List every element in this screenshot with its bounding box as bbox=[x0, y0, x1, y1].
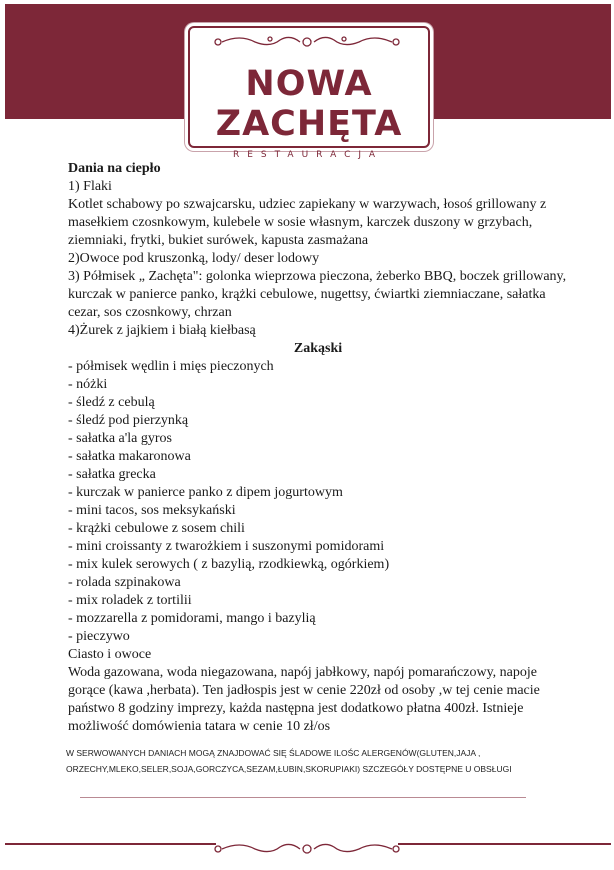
hot-item-3: 3) Półmisek „ Zachęta": golonka wieprzowa pieczona, żeberko BBQ, boczek grillowany, kurczak w panierce panko, krążki cebulowe, nugettsy, ćwiartki ziemniaczane, sałatka cezar, sos czosnkowy, chrzan bbox=[68, 269, 567, 320]
snacks-heading: Zakąski bbox=[293, 341, 343, 356]
cake-and-fruit: Ciasto i owoce bbox=[68, 647, 152, 662]
hot-item-main: Kotlet schabowy po szwajcarsku, udziec zapiekany w warzywach, łosoś grillowany z masełkiem czosnkowym, kulebele w sosie własnym, karczek duszony w grzybach, ziemniaki, frytki, bukiet surówek, kapusta zasmażana bbox=[68, 197, 547, 248]
logo-title-line2: ZACHĘTA bbox=[215, 104, 403, 144]
divider bbox=[80, 797, 526, 798]
snack-item: - sałatka grecka bbox=[68, 467, 156, 482]
top-ornament-icon bbox=[210, 34, 404, 50]
snack-item: - mix kulek serowych ( z bazylią, rzodkiewką, ogórkiem) bbox=[68, 557, 390, 572]
hot-item-1: 1) Flaki bbox=[68, 179, 112, 194]
hot-item-4: 4)Żurek z jajkiem i białą kiełbasą bbox=[68, 323, 256, 338]
snack-item: - mini croissanty z twarożkiem i suszonymi pomidorami bbox=[68, 539, 385, 554]
allergen-notice: W SERWOWANYCH DANIACH MOGĄ ZNAJDOWAĆ SIĘ ŚLADOWE ILOŚC ALERGENÓW(GLUTEN,JAJA , ORZECHY,MLEKO,SELER,SOJA,GORCZYCA,SEZAM,ŁUBIN,SKORUPIAKI) SZCZEGÓŁY DOSTĘPNE U OBSŁUGI bbox=[66, 748, 512, 774]
snack-item: - śledź pod pierzynką bbox=[68, 413, 189, 428]
snack-item: - rolada szpinakowa bbox=[68, 575, 181, 590]
bottom-ornament-icon bbox=[210, 843, 404, 859]
snack-item: - mozzarella z pomidorami, mango i bazylią bbox=[68, 611, 316, 626]
snack-item: - nóżki bbox=[68, 377, 108, 392]
snack-item: - mini tacos, sos meksykański bbox=[68, 503, 236, 518]
snack-item: - półmisek wędlin i mięs pieczonych bbox=[68, 359, 274, 374]
snack-item: - kurczak w panierce panko z dipem jogurtowym bbox=[68, 485, 343, 500]
snack-item: - krążki cebulowe z sosem chili bbox=[68, 521, 245, 536]
snack-item: - pieczywo bbox=[68, 629, 130, 644]
drinks-and-pricing: Woda gazowana, woda niegazowana, napój jabłkowy, napój pomarańczowy, napoje gorące (kawa ,herbata). Ten jadłospis jest w cenie 220zł od osoby ,w tej cenie macie państwo 8 godziny imprezy, każda następna jest dodatkowo płatna 400zł. Istnieje możliwość domówienia tatara w cenie 10 zł/os bbox=[68, 665, 540, 734]
logo-title-line1: NOWA bbox=[245, 64, 373, 104]
menu-content bbox=[68, 160, 568, 736]
hot-item-2: 2)Owoce pod kruszonką, lody/ deser lodowy bbox=[68, 251, 320, 266]
snack-item: - śledź z cebulą bbox=[68, 395, 155, 410]
snack-item: - sałatka makaronowa bbox=[68, 449, 191, 464]
snack-item: - mix roladek z tortilii bbox=[68, 593, 192, 608]
hot-dishes-heading: Dania na ciepło bbox=[68, 161, 161, 176]
restaurant-tagline: RESTAURACJA bbox=[232, 150, 384, 160]
snack-item: - sałatka a'la gyros bbox=[68, 431, 172, 446]
